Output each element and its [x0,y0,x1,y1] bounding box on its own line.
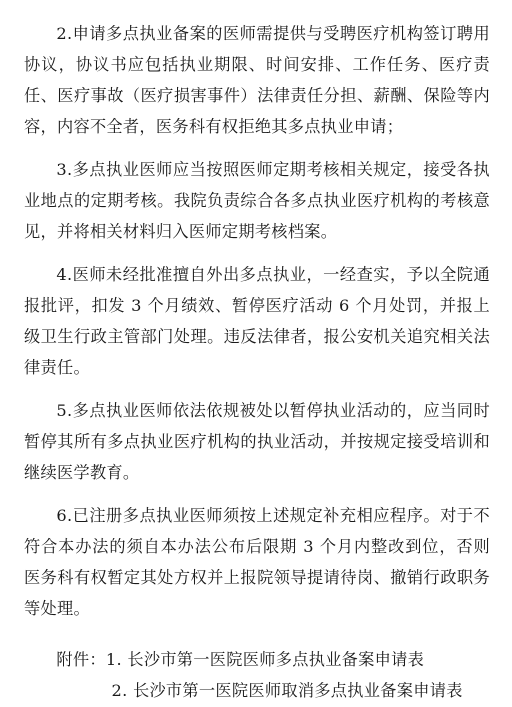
paragraph-3-periodic-assessment: 3.多点执业医师应当按照医师定期考核相关规定，接受各执业地点的定期考核。我院负责综合各多点执业医疗机构的考核意见，并将相关材料归入医师定期考核档案。 [24,160,490,241]
paragraph-5-suspension: 5.多点执业医师依法依规被处以暂停执业活动的，应当同时暂停其所有多点执业医疗机构的执业活动，并按规定接受培训和继续医学教育。 [24,401,490,482]
paragraph-4-unauthorized-practice: 4.医师未经批准擅自外出多点执业，一经查实，予以全院通报批评，扣发 3 个月绩效、暂停医疗活动 6 个月处罚，并报上级卫生行政主管部门处理。违反法律者，报公安机关追究相关法律责任。 [24,265,490,377]
attachment-item-2-title: 2. 长沙市第一医院医师取消多点执业备案申请表 [111,681,463,700]
attachment-item-1-title: 1. 长沙市第一医院医师多点执业备案申请表 [105,650,425,669]
attachment-item-2 [24,675,490,706]
attachment-item-1 [24,644,490,675]
attachments-label: 附件： [56,650,106,669]
paragraph-2-contract-requirements: 2.申请多点执业备案的医师需提供与受聘医疗机构签订聘用协议，协议书应包括执业期限、时间安排、工作任务、医疗责任、医疗事故（医疗损害事件）法律责任分担、薪酬、保险等内容，内容不全者，医务科有权拒绝其多点执业申请； [24,24,490,136]
attachments-section [24,644,490,706]
paragraph-6-registered-physicians: 6.已注册多点执业医师须按上述规定补充相应程序。对于不符合本办法的须自本办法公布后限期 3 个月内整改到位，否则医务科有权暂定其处方权并上报院领导提请待岗、撤销行政职务等处理。 [24,506,490,618]
